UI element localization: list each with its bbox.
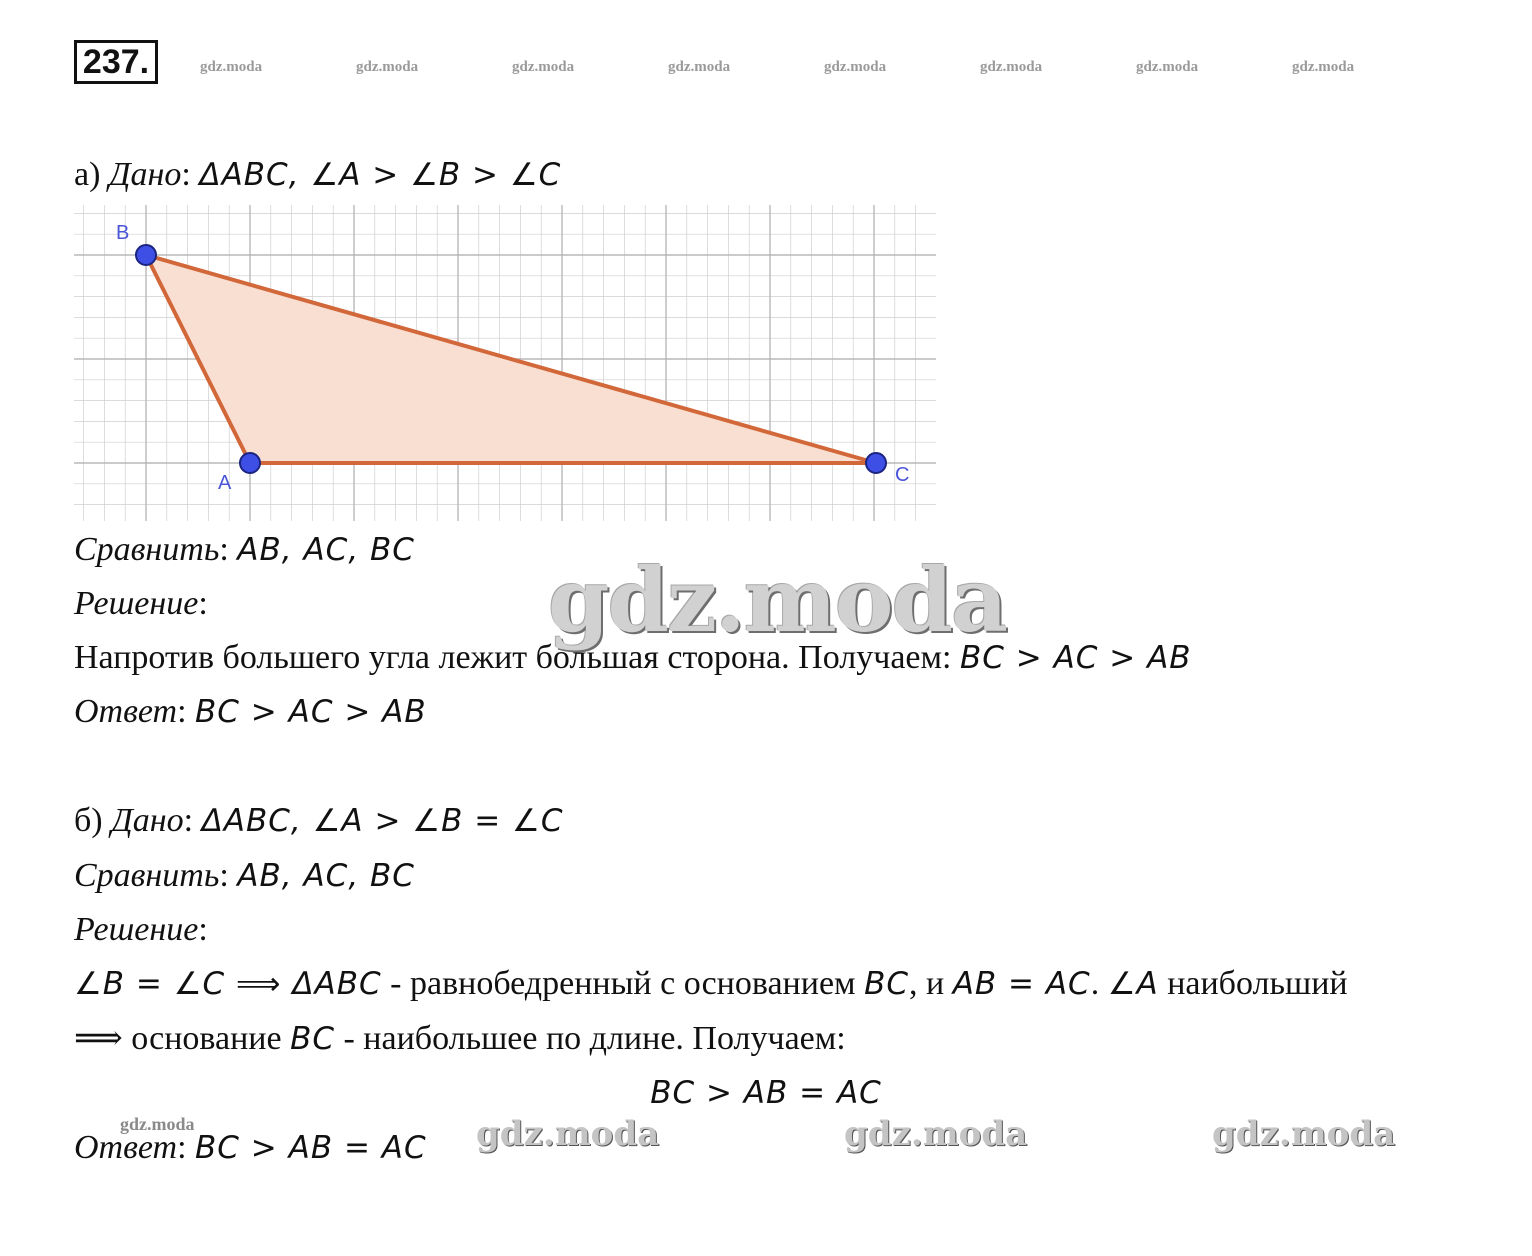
watermark: gdz.moda: [1292, 59, 1355, 75]
watermark: gdz.moda: [844, 1114, 1028, 1154]
problem-number: 237.: [74, 40, 158, 84]
vertex-c-label: C: [895, 464, 910, 486]
vertex-b-point: [136, 245, 156, 265]
part-b-solution-heading: Решение:: [74, 911, 208, 948]
part-b-given: б) Дано: ΔABC, ∠A > ∠B = ∠C: [74, 802, 564, 839]
part-a-solution-heading: Решение:: [74, 585, 208, 622]
watermark: gdz.moda: [980, 59, 1043, 75]
vertex-b-label: B: [116, 222, 130, 244]
part-b-compare: Сравнить: AB, AC, BC: [74, 857, 415, 894]
watermark: gdz.moda: [512, 59, 575, 75]
watermark: gdz.moda: [476, 1114, 660, 1154]
part-a-solution: Напротив большего угла лежит большая сторона. Получаем: BC > AC > AB: [74, 639, 1192, 676]
part-a-compare: Сравнить: AB, AC, BC: [74, 531, 415, 568]
watermark: gdz.moda: [1136, 59, 1199, 75]
watermark: gdz.moda: [1212, 1114, 1396, 1154]
part-b-answer: Ответ: BC > AB = AC: [74, 1129, 427, 1166]
watermark: gdz.moda: [356, 59, 419, 75]
vertex-c-point: [866, 453, 886, 473]
watermark: gdz.moda: [668, 59, 731, 75]
vertex-a-label: A: [218, 472, 232, 494]
part-b-solution-line2: ⟹ основание BC - наибольшее по длине. Получаем:: [74, 1020, 846, 1057]
part-b-result: BC > AB = AC: [650, 1075, 882, 1111]
watermark: gdz.moda: [200, 59, 263, 75]
watermark-large: gdz.moda: [548, 548, 1007, 652]
vertex-a-point: [240, 453, 260, 473]
part-b-solution-line1: ∠B = ∠C ⟹ ΔABC - равнобедренный с основанием BC, и AB = AC. ∠A наибольший: [74, 965, 1348, 1002]
part-a-answer: Ответ: BC > AC > AB: [74, 693, 427, 730]
triangle-figure: [74, 205, 936, 521]
watermark: gdz.moda: [824, 59, 887, 75]
watermark: gdz.moda: [120, 1114, 195, 1134]
part-a-given: а) Дано: ΔABC, ∠A > ∠B > ∠C: [74, 156, 562, 193]
